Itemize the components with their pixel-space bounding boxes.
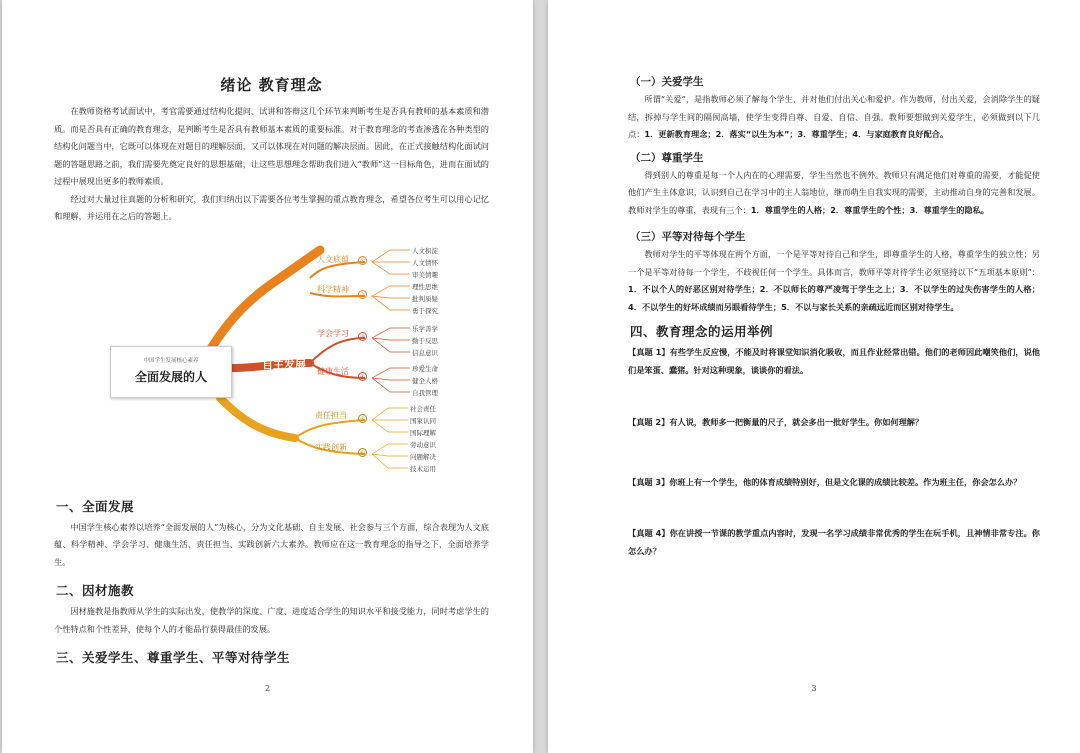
mindmap-leaf: 自我管理 (412, 388, 438, 397)
mindmap-num-label: ④ (359, 373, 366, 381)
mindmap-leaf: 社会责任 (410, 404, 436, 413)
mindmap-num-label: ⑥ (359, 449, 366, 457)
section-heading-examples: 四、教育理念的运用举例 (630, 324, 774, 339)
mindmap-sub-label: 健康生活 (317, 366, 349, 376)
mindmap-num-label: ② (359, 291, 366, 299)
section-heading-allround: 一、全面发展 (56, 498, 135, 514)
mindmap-branch-self: 自主发展 (262, 357, 306, 371)
document-page-left (2, 0, 533, 753)
section-heading-teach: 二、因材施教 (56, 583, 135, 598)
question-text: 有人说，教师多一把衡量的尺子，就会多出一批好学生。你如何理解？ (669, 417, 924, 427)
love-paragraph (628, 91, 1040, 144)
respect-text: 得到别人的尊重是每一个人内在的心理需要，学生当然也不例外。教师只有满足他们对尊重的需要，才能促使他们产生主体意识，认识到自己在学习中的主人翁地位，继而萌生自我实现的需要，主动推动自身的完善和发展。教师对学生的尊重，表现有三个： (628, 169, 1040, 215)
question-text: 你班上有一个学生，他的体育成绩特别好，但是文化课的成绩比较差。作为班主任，你会怎么办？ (669, 476, 1022, 487)
mindmap-leaf: 问题解决 (410, 452, 436, 461)
equal-text: 教师对学生的平等体现在两个方面，一个是平等对待自己和学生，即尊重学生的人格，尊重学生的独立性；另一个是平等对待每一个学生，不歧视任何一个学生。具体而言，教师平等对待学生必须坚持以下“五项基本原则”： (628, 249, 1040, 277)
mindmap-leaf: 技术运用 (410, 464, 436, 473)
mindmap-sub-label: 责任担当 (315, 410, 347, 420)
teach-paragraph: 因材施教是指教师从学生的实际出发，使教学的深度、广度、进度适合学生的知识水平和接受能力，同时考虑学生的个性特点和个性差异，使每个人的才能品行获得最佳的发展。 (54, 606, 489, 634)
love-text: 所谓“关爱”，是指教师必须了解每个学生，并对他们付出关心和爱护。作为教师，付出关爱，会消除学生的疑结，拆掉与学生间的隔阂高墙，使学生变得自尊、自爱、自信、自强。教师要想做到关爱学生，必须做到以下几点： (628, 94, 1040, 139)
mindmap-leaf: 批判质疑 (412, 294, 438, 303)
question-text: 你在讲授一节课的教学重点内容时，发现一名学习成绩非常优秀的学生在玩手机，且神情非常专注。你怎么办？ (628, 528, 1040, 556)
intro-paragraph-1: 在教师资格考试面试中，考官需要通过结构化提问、试讲和答辩这几个环节来判断考生是否具有教师的基本素质和潜质。而是否具有正确的教育理念，是判断考生是否具有教师基本素质的重要标准。对于教育理念的考查渗透在各种类型的结构化问题当中，它既可以体现在对题目的理解层面，又可以体现在对问题的解决层面。因此，在正式接触结构化面试问题的答题思路之前，我们需要先奠定良好的思想基础，让这些思想理念帮助我们进入“教师”这一目标角色，进而在面试的过程中展现出更多的教师素质。 (54, 106, 489, 186)
mindmap-center-subtitle: 中国学生发展核心素养 (143, 357, 199, 364)
mindmap-leaf: 人文积淀 (412, 246, 438, 255)
respect-bold: 1．尊重学生的人格；2．尊重学生的个性；3．尊重学生的隐私。 (750, 204, 989, 215)
mindmap-num-label: ③ (359, 333, 366, 341)
respect-paragraph (628, 167, 1040, 220)
page-number-left: 2 (264, 684, 271, 693)
mindmap-leaf: 珍爱生命 (412, 364, 438, 373)
question-4 (628, 525, 1040, 560)
mindmap-leaf: 信息意识 (412, 348, 438, 357)
allround-paragraph: 中国学生核心素养以培养“全面发展的人”为核心，分为文化基础、自主发展、社会参与三个方面，综合表现为人文底蕴、科学精神、学会学习、健康生活、责任担当、实践创新六大素养。教师应在这一教育理念的指导之下，全面培养学生。 (54, 521, 489, 567)
question-tag: 【真题 1】 (628, 347, 670, 357)
question-tag: 【真题 4】 (628, 528, 670, 538)
mindmap-branch-culture: 文化基础 (260, 289, 304, 327)
document-page-right (548, 0, 1080, 753)
mindmap-leaf: 乐学善学 (412, 324, 438, 333)
question-1 (628, 344, 1040, 379)
subheading-respect: （二）尊重学生 (630, 151, 704, 164)
core-literacy-mindmap (110, 238, 440, 483)
subheading-love: （一）关爱学生 (630, 76, 704, 88)
mindmap-sub-label: 学会学习 (317, 328, 349, 338)
love-bold: 1．更新教育理念；2．落实“以生为本”；3．尊重学生；4．与家庭教育良好配合。 (644, 129, 949, 139)
mindmap-sub-label: 科学精神 (317, 284, 349, 294)
mindmap-sub-label: 实践创新 (315, 442, 347, 452)
mindmap-leaf: 审美情趣 (412, 270, 438, 279)
question-tag: 【真题 2】 (628, 417, 670, 427)
mindmap-leaf: 国家认同 (410, 416, 436, 425)
equal-paragraph (628, 246, 1040, 316)
mindmap-leaf: 理性思维 (412, 282, 438, 291)
mindmap-leaf: 勤于反思 (412, 336, 438, 345)
question-2 (628, 414, 1040, 432)
mindmap-leaf: 人文情怀 (412, 258, 438, 267)
mindmap-leaf: 劳动意识 (410, 440, 436, 449)
question-3 (628, 474, 1040, 492)
page-title: 绪论 教育理念 (220, 76, 323, 94)
intro-paragraph-2: 经过对大量过往真题的分析和研究，我们归纳出以下需要各位考生掌握的重点教育理念，希望各位考生可以用心记忆和理解，并运用在之后的答题上。 (54, 193, 489, 221)
mindmap-leaf: 健全人格 (412, 376, 438, 385)
mindmap-center-title: 全面发展的人 (134, 369, 207, 384)
section-heading-care: 三、关爱学生、尊重学生、平等对待学生 (56, 650, 291, 665)
question-tag: 【真题 3】 (628, 476, 670, 487)
subheading-equal: （三）平等对待每个学生 (630, 231, 746, 243)
mindmap-leaf: 国际理解 (410, 428, 436, 437)
mindmap-branch-social: 社会参与 (244, 401, 290, 435)
mindmap-sub-label: 人文底蕴 (317, 254, 349, 264)
mindmap-num-label: ⑤ (359, 415, 366, 423)
mindmap-leaf: 勇于探究 (412, 306, 438, 315)
question-text: 有些学生反应慢，不能及时将课堂知识消化吸收，而且作业经常出错。他们的老师因此嘲笑他们，说他们是笨蛋、蠢猪。针对这种现象，谈谈你的看法。 (628, 347, 1040, 375)
page-number-right: 3 (811, 684, 817, 693)
mindmap-center-node (110, 346, 232, 398)
mindmap-num-label: ① (359, 257, 366, 265)
equal-bold: 1．不以个人的好恶区别对待学生；2．不以师长的尊严凌驾于学生之上；3．不以学生的过失伤害学生的人格；4．不以学生的好坏成绩而另眼看待学生；5．不以与家长关系的亲疏远近而区别对待学生。 (628, 284, 1040, 312)
